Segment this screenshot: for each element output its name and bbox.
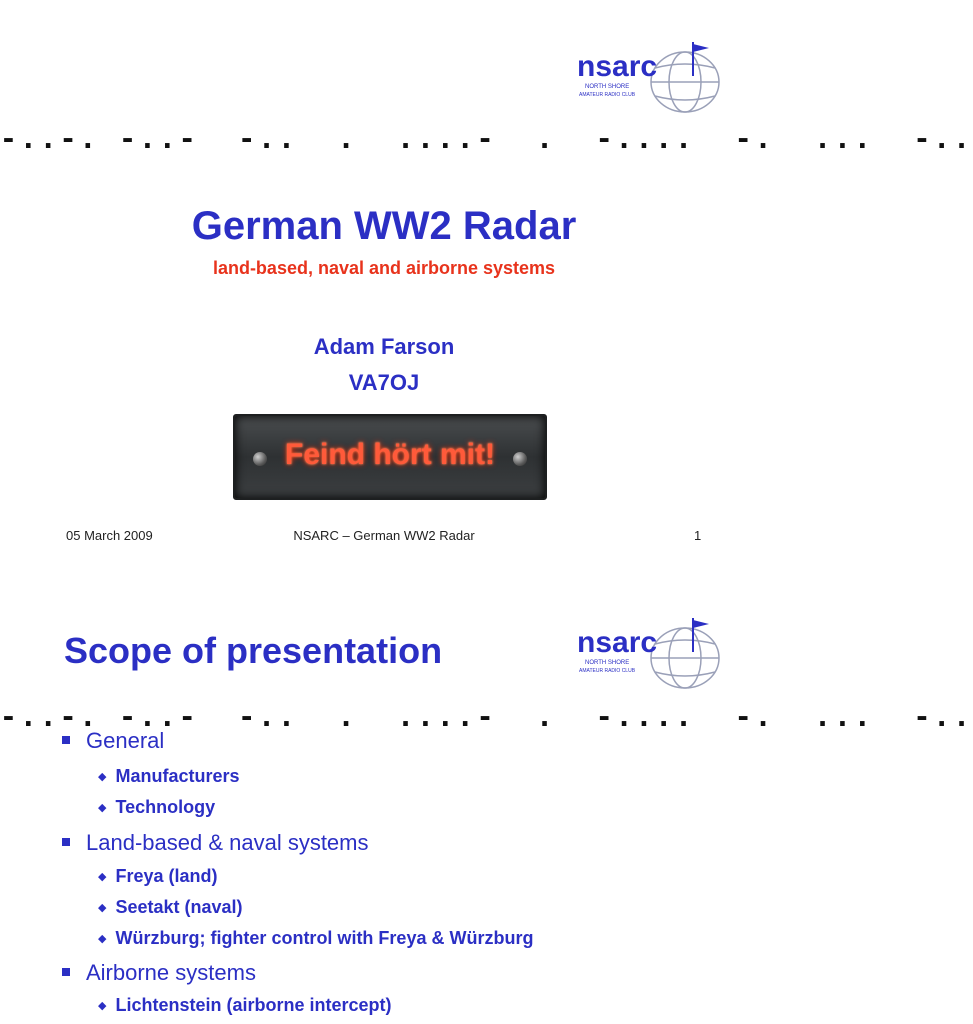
diamond-bullet-icon: ◆ [98, 771, 107, 783]
diamond-bullet-icon: ◆ [98, 1000, 107, 1012]
sub-bullet: ◆ Lichtenstein (airborne intercept) [98, 995, 392, 1015]
logo-brand-text: nsarc [577, 50, 658, 83]
nsarc-logo [575, 38, 725, 118]
sub-bullet: ◆ Seetakt (naval) [98, 897, 243, 917]
diamond-bullet-icon: ◆ [98, 902, 107, 914]
square-bullet-icon [62, 838, 70, 846]
slide-title: German WW2 Radar [191, 204, 577, 248]
diamond-bullet-icon: ◆ [98, 802, 107, 814]
footer-page-number: 1 [694, 528, 702, 543]
sub-bullet: ◆ Technology [98, 797, 216, 817]
footer-title: NSARC – German WW2 Radar [293, 528, 475, 543]
footer-date: 05 March 2009 [66, 528, 153, 543]
sub-bullet: ◆ Freya (land) [98, 866, 218, 886]
author-name: Adam Farson [313, 334, 455, 359]
nsarc-logo-graphic [575, 614, 725, 694]
slide-subtitle: land-based, naval and airborne systems [212, 258, 556, 278]
logo-line1: NORTH SHORE [585, 660, 630, 666]
sub-bullet: ◆ Manufacturers [98, 766, 240, 786]
logo-line2: AMATEUR RADIO CLUB [579, 668, 636, 674]
morse-code-line: -..-. -..- -.. . ....- . -.... -. ... -.. [0, 122, 973, 155]
plate-text: Feind hört mit! [285, 438, 495, 471]
slide-gap [0, 568, 768, 590]
morse-code-line: -..-. -..- -.. . ....- . -.... -. ... -.. [0, 700, 973, 733]
slide-title: Scope of presentation [64, 630, 443, 671]
bullet-airborne: Airborne systems [62, 960, 256, 986]
slide-2 [0, 590, 973, 1024]
logo-line1: NORTH SHORE [585, 84, 630, 90]
logo-line2: AMATEUR RADIO CLUB [579, 92, 636, 98]
bullet-land-naval: Land-based & naval systems [62, 830, 369, 856]
sub-bullet: ◆ Würzburg; fighter control with Freya & Würzburg [98, 928, 534, 948]
logo-brand-text: nsarc [577, 626, 658, 659]
diamond-bullet-icon: ◆ [98, 871, 107, 883]
square-bullet-icon [62, 968, 70, 976]
nsarc-logo [575, 614, 725, 694]
square-bullet-icon [62, 736, 70, 744]
diamond-bullet-icon: ◆ [98, 933, 107, 945]
nsarc-logo-graphic [575, 38, 725, 118]
author-callsign: VA7OJ [348, 370, 420, 395]
bullet-general: General [62, 728, 164, 754]
feind-hoert-mit-plate [233, 414, 547, 500]
